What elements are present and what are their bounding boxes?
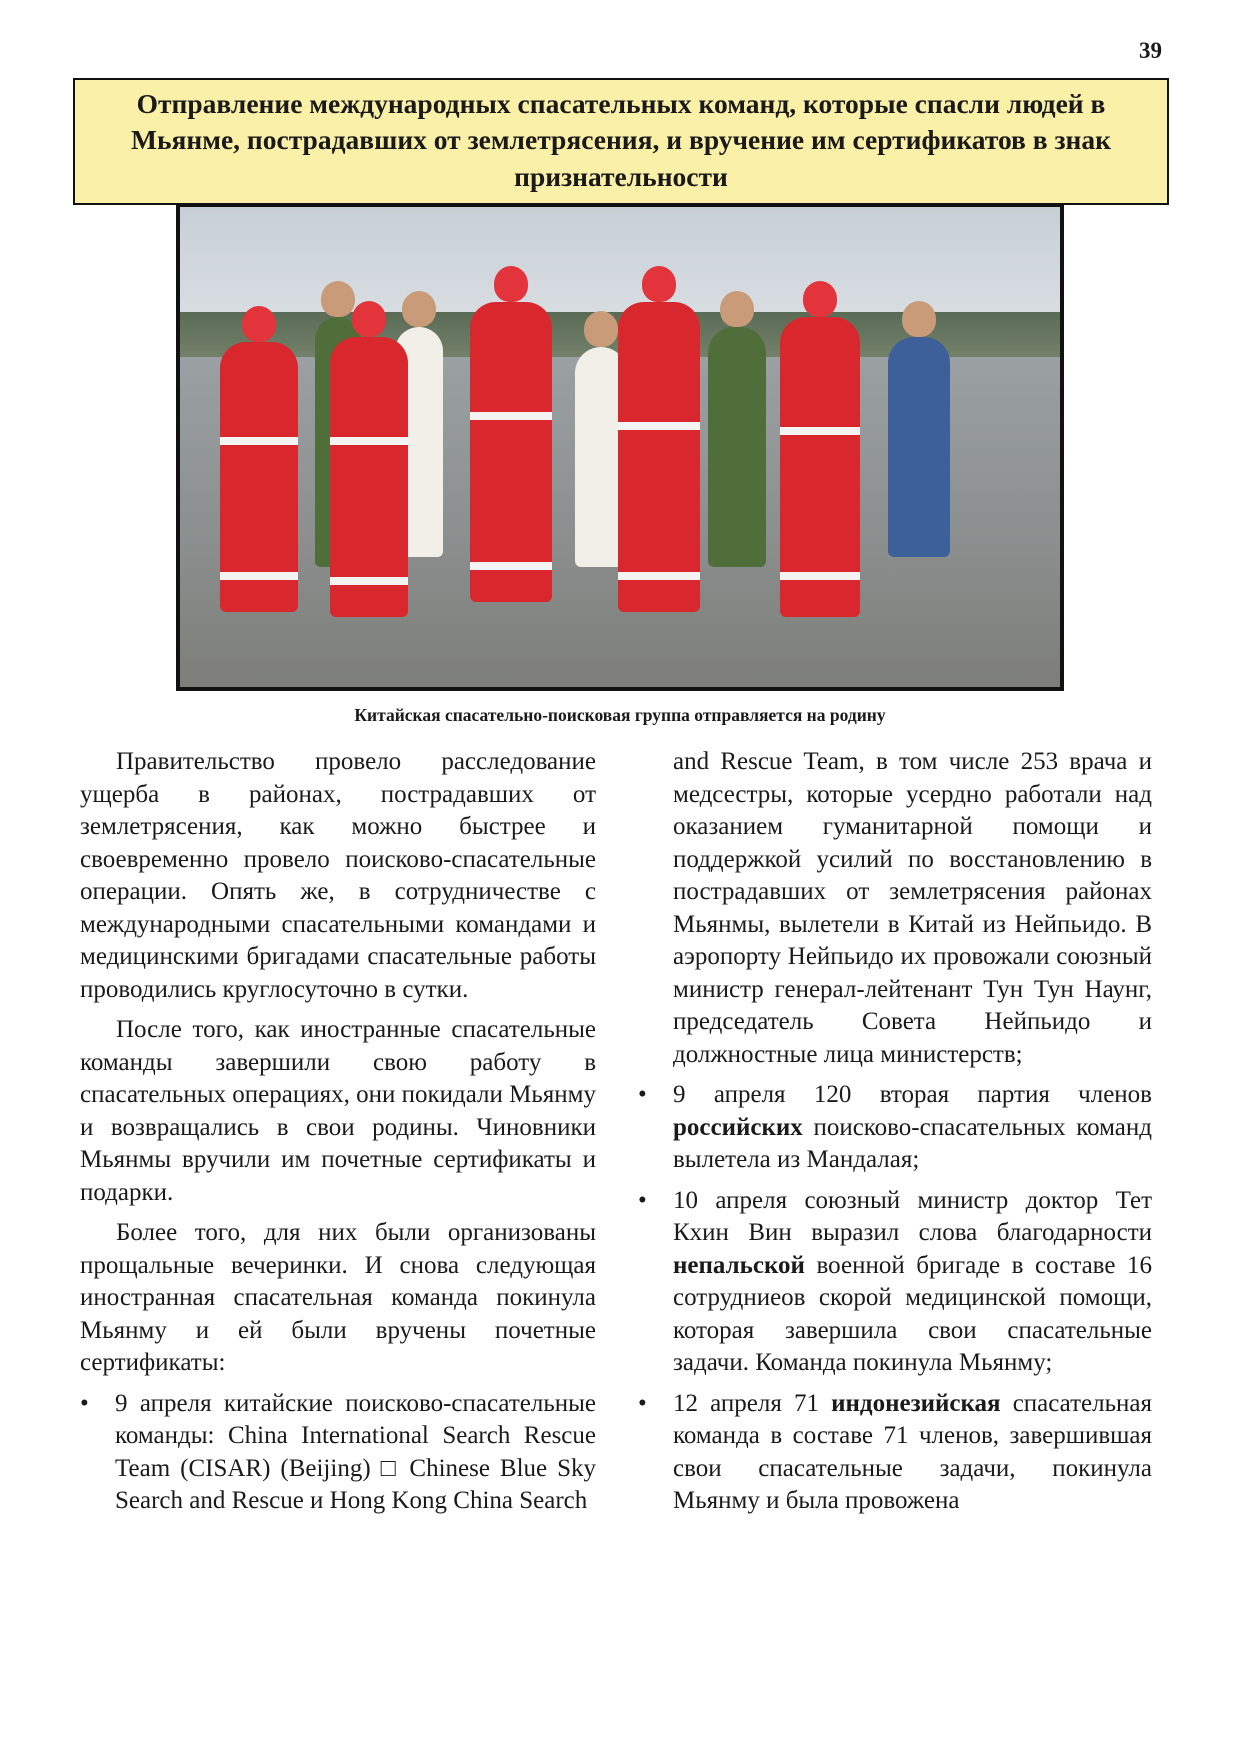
rescue-team-photo xyxy=(176,203,1064,691)
photo-rescuer-4 xyxy=(618,302,700,612)
paragraph: Более того, для них были организованы прощальные вечеринки. И снова следующая иностранная спасательная команда покинула Мьянму и ей были вручены почетные сертификаты: xyxy=(80,1219,596,1376)
country-highlight: непальской xyxy=(673,1251,805,1279)
list-item: • 9 апреля китайские поисково-спасательные команды: China International Search Rescue Team (CISAR) (Beijing) □ Chinese Blue Sky Search and Rescue и Hong Kong China Search xyxy=(80,1388,596,1518)
list xyxy=(638,1079,1152,1518)
list-item xyxy=(638,1079,1152,1177)
item-text: 12 апреля 71 xyxy=(673,1389,832,1417)
country-highlight: российских xyxy=(673,1113,803,1141)
page-number: 39 xyxy=(1139,38,1162,63)
list-item xyxy=(638,1388,1152,1518)
photo-person-blue-vest xyxy=(888,337,950,557)
list-item-continuation: and Rescue Team, в том числе 253 врача и медсестры, которые усердно работали над оказанием гуманитарной помощи и поддержкой усилий по восстановлению в пострадавших от землетрясения районах Мьянмы, вылетели в Китай из Нейпьидо. В аэропорту Нейпьидо их провожали союзный министр генерал-лейтенант Тун Тун Наунг, председатель Совета Нейпьидо и должностные лица министерств; xyxy=(673,748,1152,1068)
country-highlight: индонезийская xyxy=(831,1389,1001,1417)
left-column xyxy=(80,746,596,1526)
photo-rescuer-2 xyxy=(330,337,408,617)
list-item xyxy=(638,1185,1152,1380)
item-text: 10 апреля союзный министр доктор Тет Кхин Вин выразил слова благодарности xyxy=(673,1186,1152,1246)
photo-caption: Китайская спасательно-поисковая группа отправляется на родину xyxy=(354,705,886,725)
paragraph: Правительство провело расследование ущерба в районах, пострадавших от землетрясения, как можно быстрее и своевременно провело поисково-спасательные операции. Опять же, в сотрудничестве с международными спасательными командами и медицинскими бригадами спасательные работы проводились круглосуточно в сутки. xyxy=(80,748,596,1003)
photo-person-general xyxy=(708,327,766,567)
photo-rescuer-1 xyxy=(220,342,298,612)
article-title: Отправление международных спасательных команд, которые спасли людей в Мьянме, пострадавших от землетрясения, и вручение им сертификатов в знак признательности xyxy=(73,78,1169,205)
item-text: спасательная команда в составе 71 членов, завершившая свои спасательные задачи, покинула Мьянму и была провожена xyxy=(673,1389,1153,1514)
item-text: поисково-спасательных команд вылетела из Мандалая; xyxy=(673,1113,1152,1173)
right-column xyxy=(638,746,1152,1526)
item-text: военной бригаде в составе 16 сотрудниеов скорой медицинской помощи, которая завершила свои спасательные задачи. Команда покинула Мьянму; xyxy=(673,1251,1152,1376)
photo-rescuer-5 xyxy=(780,317,860,617)
paragraph: После того, как иностранные спасательные команды завершили свою работу в спасательных операциях, они покидали Мьянму и возвращались в свои родины. Чиновники Мьянмы вручили им почетные сертификаты и подарки. xyxy=(80,1016,596,1206)
list xyxy=(80,1388,596,1518)
item-text: 9 апреля 120 вторая партия членов xyxy=(673,1081,1152,1108)
photo-rescuer-3 xyxy=(470,302,552,602)
